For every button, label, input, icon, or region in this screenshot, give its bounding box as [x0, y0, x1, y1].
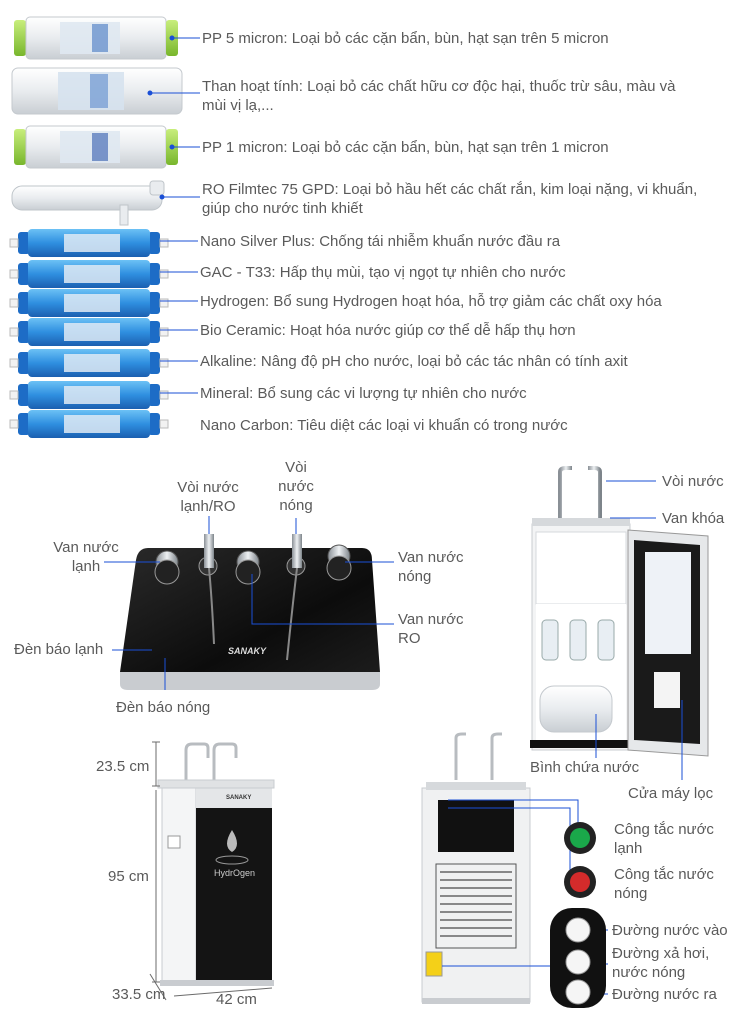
filter-pp5 [14, 17, 178, 59]
label-hot-light: Đèn báo nóng [116, 699, 211, 716]
filter-label-nano-carbon: Nano Carbon: Tiêu diệt các loại vi khuẩn có trong nước [200, 417, 568, 434]
label-hot-tap: Vòi nước nóng [278, 459, 314, 514]
water-ports-icon [550, 908, 606, 1008]
label-water-out: Đường nước ra [612, 986, 717, 1003]
blue-filter-cartridge [10, 381, 168, 409]
dim-width: 42 cm [216, 991, 257, 1008]
filter-stack-blue [10, 229, 168, 438]
blue-filter-cartridge [10, 260, 168, 288]
filter-label-nano-silver: Nano Silver Plus: Chống tái nhiễm khuẩn nước đầu ra [200, 233, 561, 250]
filter-label-alkaline: Alkaline: Nâng độ pH cho nước, loại bỏ các tác nhân có tính axit [200, 353, 628, 370]
cabinet-back-illustration [422, 734, 530, 1004]
label-hot-valve: Van nước nóng [398, 549, 464, 585]
label-water-in: Đường nước vào [612, 922, 728, 939]
blue-filter-cartridge [10, 289, 168, 317]
filter-carbon [12, 68, 182, 114]
label-cold-tap: Vòi nước lạnh/RO [177, 479, 239, 515]
label-cold-light: Đèn báo lạnh [14, 641, 104, 658]
filter-label-bio-ceramic: Bio Ceramic: Hoạt hóa nước giúp cơ thể dễ hấp thụ hơn [200, 322, 576, 339]
filter-label-mineral: Mineral: Bổ sung các vi lượng tự nhiên cho nước [200, 385, 527, 402]
filter-pp1 [14, 126, 178, 168]
label-ro-valve: Van nước RO [398, 611, 464, 647]
cabinet-dimensions-illustration [158, 744, 274, 986]
filter-label-ro: RO Filmtec 75 GPD: Loại bỏ hầu hết các chất rắn, kim loại nặng, vi khuẩn, giúp cho nước tinh khiết [202, 181, 698, 217]
filter-label-carbon: Than hoạt tính: Loại bỏ các chất hữu cơ độc hại, thuốc trừ sâu, màu và mùi vị lạ,... [202, 78, 676, 114]
dim-body-height: 95 cm [108, 868, 149, 885]
hot-switch-icon [564, 866, 596, 898]
filter-label-hydrogen: Hydrogen: Bổ sung Hydrogen hoạt hóa, hỗ trợ giảm các chất oxy hóa [200, 293, 662, 310]
label-tap: Vòi nước [662, 473, 724, 490]
blue-filter-cartridge [10, 318, 168, 346]
filter-label-pp5: PP 5 micron: Loại bỏ các cặn bẩn, bùn, hạt sạn trên 5 micron [202, 30, 609, 47]
filter-ro-membrane [12, 181, 164, 225]
label-cold-switch: Công tắc nước lạnh [614, 821, 714, 857]
blue-filter-cartridge [10, 349, 168, 377]
dim-tap-height: 23.5 cm [96, 758, 150, 775]
label-tank: Bình chứa nước [530, 759, 640, 776]
label-steam-hot: Đường xả hơi, nước nóng [612, 945, 710, 981]
blue-filter-cartridge [10, 229, 168, 257]
blue-filter-cartridge [10, 410, 168, 438]
top-panel-illustration [120, 534, 380, 690]
cold-switch-icon [564, 822, 596, 854]
top-panel-brand: SANAKY [228, 646, 267, 656]
label-filter-door: Cửa máy lọc [628, 785, 714, 802]
label-cold-valve: Van nước lạnh [53, 539, 119, 575]
label-hot-switch: Công tắc nước nóng [614, 866, 714, 902]
filter-label-gac: GAC - T33: Hấp thụ mùi, tạo vị ngọt tự nhiên cho nước [200, 264, 566, 281]
dim-product-name: HydrOgen [214, 868, 256, 878]
filter-label-pp1: PP 1 micron: Loại bỏ các cặn bẩn, bùn, hạt sạn trên 1 micron [202, 139, 609, 156]
dim-depth: 33.5 cm [112, 986, 166, 1003]
dim-brand: SANAKY [226, 795, 252, 801]
label-lock-valve: Van khóa [662, 510, 725, 527]
